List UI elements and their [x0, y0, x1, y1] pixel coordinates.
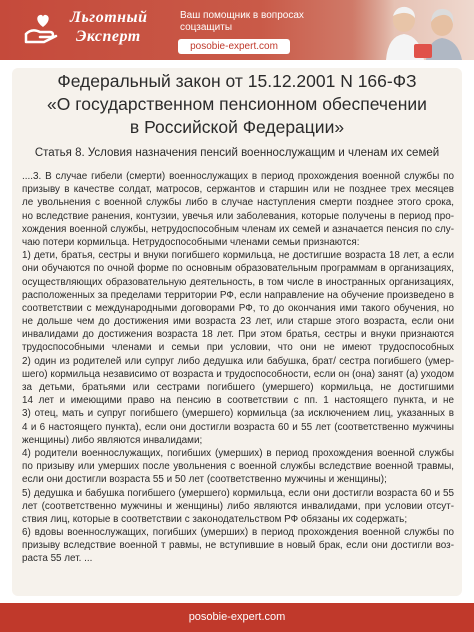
text-line: 6) вдовы военнослужащих, погибших (умерших) в период прохождения военной службы по [22, 527, 454, 539]
text-line: женщины) либо являются инвалидами; [22, 434, 203, 446]
site-header [0, 0, 474, 60]
text-line: осуществляющих образовательную деятельность, в том числе в иностранных организациях, [22, 276, 454, 288]
text-line: лет (соответственно мужчины и женщины) либо являются инвалидами, при условии отсут- [22, 500, 454, 512]
text-line: 5) дедушка и бабушка погибшего (умершего) кормильца, если они достигли возраста 60 и 55 [22, 487, 454, 499]
law-title-line: Федеральный закон от 15.12.2001 N 166-ФЗ [57, 71, 417, 91]
text-line: не дольше чем до достижения ими возраста 23 лет, или старше этого возраста, если они [22, 316, 454, 328]
brand-logo-text[interactable] [70, 8, 148, 46]
text-line: хождения военной службы, нетрудоспособным членам их семей и азначается пенсия по слу- [22, 223, 454, 235]
logo-line-2: Эксперт [76, 28, 141, 45]
text-line: раста 55 лет. ... [22, 553, 93, 565]
law-title-line: в Российской Федерации» [129, 117, 345, 137]
site-link[interactable]: posobie-expert.com [178, 39, 290, 54]
text-line: по призыву или умерших после увольнения с военной службы вследствие военной травмы, [22, 461, 454, 473]
law-title-line: «О государственном пенсионном обеспечении [47, 94, 427, 114]
text-line: соответствии с международными договорами РФ, то до окончания ими такого обучения, но [22, 302, 454, 314]
logo-line-1: Льготный [70, 9, 148, 26]
text-line: инвалидами до достижения возраста 18 лет. При этом братья, сестры и внуки признаются [22, 329, 454, 341]
text-line: шего) кормильца независимо от возраста и трудоспособности, если он (она) занят (а) уходом [22, 368, 454, 380]
hand-heart-icon [22, 8, 60, 46]
text-line: 1) дети, братья, сестры и внуки погибшего кормильца, не достигшие возраста 18 лет, а если [22, 250, 454, 262]
text-line: если они достигли возраста 55 и 50 лет (соответственно мужчины и женщины); [22, 474, 387, 486]
article-heading: Статья 8. Условия назначения пенсий военнослужащим и членам их семей [34, 147, 440, 159]
footer-site-link[interactable]: posobie-expert.com [188, 611, 286, 623]
text-line: 2) один из родителей или супруг либо дедушка или бабушка, брат/ сестра погибшего (умер- [22, 355, 454, 367]
text-line: 4 и 6 настоящего пункта), если они достигли возраста 60 и 55 лет (соответственно мужчины [22, 421, 454, 433]
text-line: призыву вследствие военной т равмы, не вступившие в новый брак, если они достигли воз- [22, 540, 454, 552]
text-line: ....3. В случае гибели (смерти) военнослужащих в период прохождения военной службы по [22, 171, 454, 182]
tagline-line-2: соцзащиты [180, 22, 233, 33]
text-line: чаю потери кормильца. Нетрудоспособными членами семьи признаются: [22, 236, 360, 248]
text-line: 3) отец, мать и супруг погибшего (умершего) кормильца (за исключением лиц, указанных в [22, 408, 454, 420]
text-line: за детьми, братьями или сестрами погибшего (умершего) кормильца, не достигшими [22, 382, 454, 393]
text-line: расположенных за пределами территории РФ, если направление на обучение произведено в [22, 289, 454, 301]
text-line: призыву в качестве солдат, матросов, сержантов и старшин или не позднее трех месяцев [22, 184, 454, 196]
text-line: ствия лиц, которые в соответствии с законодательством РФ обязаны их содержать; [22, 513, 408, 525]
text-line: трудоспособными членами и семьи при условии, что они не имеют трудоспособных [22, 342, 454, 354]
law-title [12, 70, 462, 139]
law-text [22, 170, 454, 566]
text-line: они обучаются по очной форме по основным образовательным программам в организациях, [22, 263, 454, 275]
tagline [180, 10, 304, 34]
text-line: ле увольнения с военной службы либо в случае наступления смерти позднее этого срока, [22, 197, 454, 209]
text-line: но вследствие ранения, контузии, увечья или заболевания, которые получены в период про- [22, 210, 454, 222]
site-footer [0, 603, 474, 632]
text-line: 14 лет и имеющими право на пенсию в соответствии с пп. 1 настоящего пункта, и не [22, 395, 454, 407]
text-line: 4) родители военнослужащих, погибших (умерших) в период прохождения военной службы [22, 447, 454, 459]
elderly-couple-photo [352, 0, 474, 60]
tagline-line-1: Ваш помощник в вопросах [180, 10, 304, 21]
